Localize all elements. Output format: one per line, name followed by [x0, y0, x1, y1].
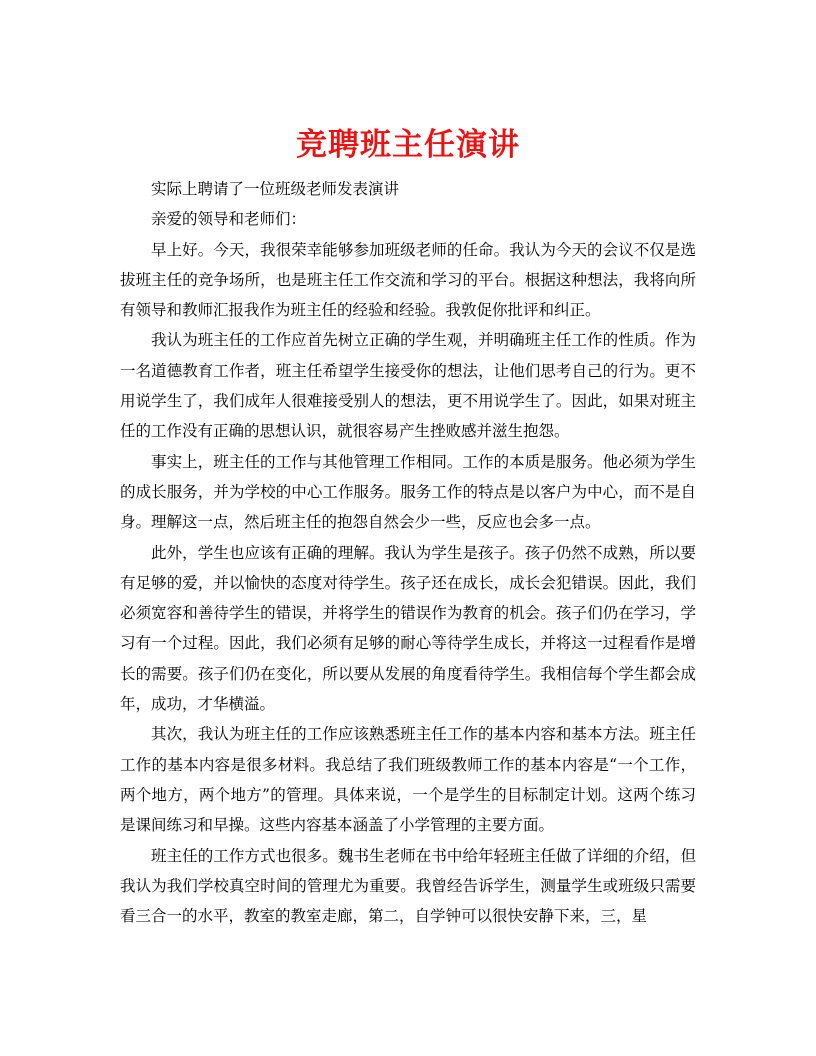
body-paragraph: 班主任的工作方式也很多。魏书生老师在书中给年轻班主任做了详细的介绍，但我认为我们学校真空时间的管理尤为重要。我曾经告诉学生，测量学生或班级只需要看三合一的水平，教室的教室走廊，第二，自学钟可以很快安静下来，三，星: [120, 846, 696, 926]
body-paragraph: 早上好。今天，我很荣幸能够参加班级老师的任命。我认为今天的会议不仅是选拔班主任的竞争场所，也是班主任工作交流和学习的平台。根据这种想法，我将向所有领导和教师汇报我作为班主任的经验和经验。我敦促你批评和纠正。: [120, 240, 696, 320]
body-paragraph: 其次，我认为班主任的工作应该熟悉班主任工作的基本内容和基本方法。班主任工作的基本内容是很多材料。我总结了我们班级教师工作的基本内容是“一个工作，两个地方，两个地方”的管理。具体来说，一个是学生的目标制定计划。这两个练习是课间练习和早操。这些内容基本涵盖了小学管理的主要方面。: [120, 725, 696, 835]
document-title: 竞聘班主任演讲: [296, 126, 520, 163]
body-paragraph: 我认为班主任的工作应首先树立正确的学生观，并明确班主任工作的性质。作为一名道德教育工作者，班主任希望学生接受你的想法，让他们思考自己的行为。更不用说学生了，我们成年人很难接受别人的想法，更不用说学生了。因此，如果对班主任的工作没有正确的思想认识，就很容易产生挫败感并滋生抱怨。: [120, 331, 696, 441]
body-paragraph: 亲爱的领导和老师们：: [151, 210, 307, 229]
body-paragraph: 此外，学生也应该有正确的理解。我认为学生是孩子。孩子仍然不成熟，所以要有足够的爱，并以愉快的态度对待学生。孩子还在成长，成长会犯错误。因此，我们必须宽容和善待学生的错误，并将学生的错误作为教育的机会。孩子们仍在学习，学习有一个过程。因此，我们必须有足够的耐心等待学生成长，并将这一过程看作是增长的需要。孩子们仍在变化，所以要从发展的角度看待学生。我相信每个学生都会成年，成功，才华横溢。: [120, 543, 696, 714]
document-body: [120, 174, 696, 931]
body-paragraph: 实际上聘请了一位班级老师发表演讲: [151, 180, 400, 198]
body-paragraph: 事实上，班主任的工作与其他管理工作相同。工作的本质是服务。他必须为学生的成长服务，并为学校的中心工作服务。服务工作的特点是以客户为中心，而不是自身。理解这一点，然后班主任的抱怨自然会少一些，反应也会多一点。: [120, 452, 696, 532]
